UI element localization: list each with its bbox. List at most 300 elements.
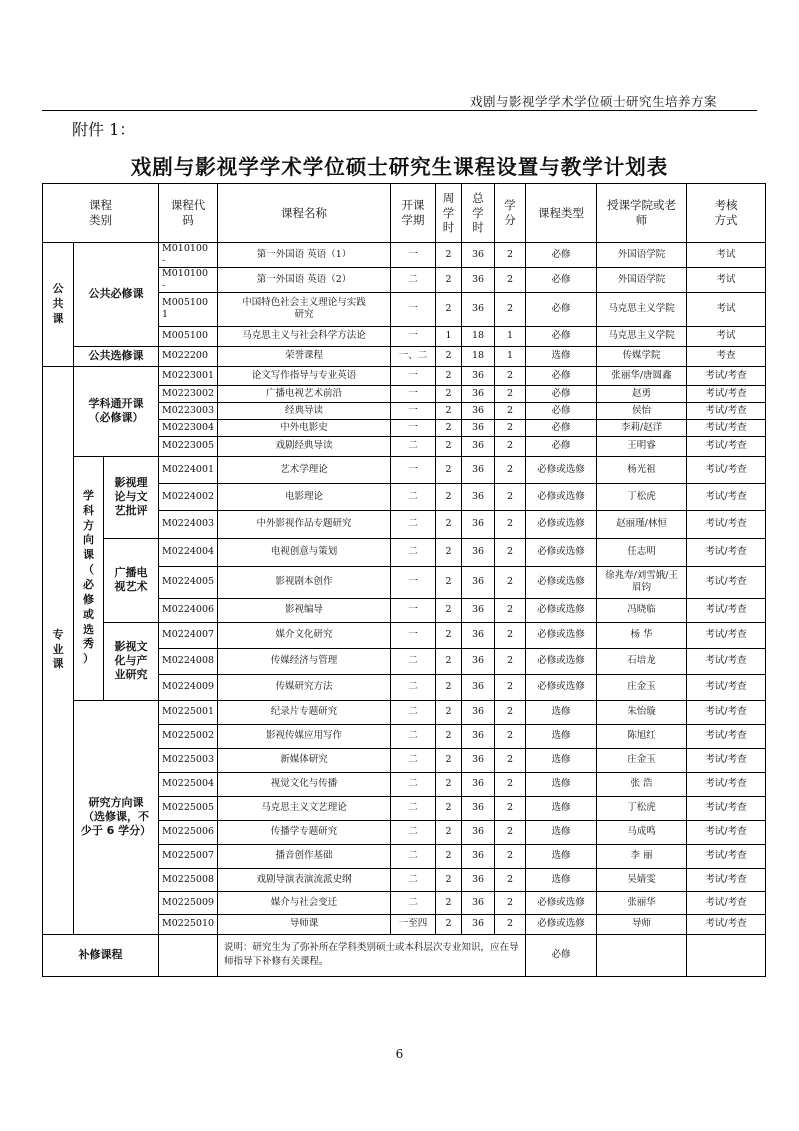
course-type: 选修 xyxy=(526,724,597,748)
course-name: 马克思主义文艺理论 xyxy=(218,796,391,820)
course-assessment: 考试/考查 xyxy=(687,402,766,419)
group-sub-culture: 影视文 化与产 业研究 xyxy=(104,622,159,700)
course-code: M0224008 xyxy=(159,648,218,674)
course-weekly-hours: 2 xyxy=(436,622,462,648)
course-weekly-hours: 1 xyxy=(436,326,462,346)
attachment-label: 附件 1： xyxy=(72,120,136,139)
course-teacher: 张丽华/唐圆鑫 xyxy=(597,366,687,385)
course-assessment: 考试 xyxy=(687,243,766,268)
course-semester: 二 xyxy=(391,648,436,674)
course-weekly-hours: 2 xyxy=(436,700,462,724)
course-assessment: 考试/考查 xyxy=(687,844,766,868)
col-name: 课程名称 xyxy=(218,184,391,243)
course-total-hours: 36 xyxy=(462,366,495,385)
course-credits: 2 xyxy=(495,402,526,419)
course-credits: 2 xyxy=(495,724,526,748)
course-weekly-hours: 2 xyxy=(436,796,462,820)
course-teacher: 外国语学院 xyxy=(597,267,687,292)
course-teacher: 赵勇 xyxy=(597,385,687,402)
course-type: 必修或选修 xyxy=(526,648,597,674)
course-credits: 2 xyxy=(495,820,526,844)
course-credits: 2 xyxy=(495,914,526,934)
group-research-direction: 研究方向课 （选修课，不 少于 6 学分） xyxy=(74,700,159,934)
course-name: 纪录片专题研究 xyxy=(218,700,391,724)
course-type: 必修 xyxy=(526,385,597,402)
course-assessment: 考试/考查 xyxy=(687,891,766,914)
course-code: M0225005 xyxy=(159,796,218,820)
course-teacher: 赵丽瑾/林恒 xyxy=(597,510,687,538)
course-assessment: 考试 xyxy=(687,267,766,292)
course-total-hours: 36 xyxy=(462,292,495,326)
course-weekly-hours: 2 xyxy=(436,346,462,366)
page-title: 戏剧与影视学学术学位硕士研究生课程设置与教学计划表 xyxy=(130,155,669,179)
course-name: 戏剧导演表演流派史纲 xyxy=(218,868,391,891)
course-assessment: 考试/考查 xyxy=(687,772,766,796)
course-name: 影视剧本创作 xyxy=(218,566,391,598)
course-code: M0225001 xyxy=(159,700,218,724)
course-name: 经典导读 xyxy=(218,402,391,419)
course-teacher: 庄金玉 xyxy=(597,674,687,700)
course-code: M0225008 xyxy=(159,868,218,891)
supplementary-row xyxy=(43,934,766,976)
table-row xyxy=(43,538,766,566)
course-semester: 二 xyxy=(391,436,436,456)
course-teacher: 任志明 xyxy=(597,538,687,566)
course-name: 艺术学理论 xyxy=(218,456,391,483)
course-code: M010100 - xyxy=(159,243,218,268)
course-teacher: 张 浩 xyxy=(597,772,687,796)
course-weekly-hours: 2 xyxy=(436,674,462,700)
table-row xyxy=(43,243,766,268)
course-type: 选修 xyxy=(526,748,597,772)
course-total-hours: 18 xyxy=(462,326,495,346)
course-assessment: 考试/考查 xyxy=(687,724,766,748)
course-assessment: 考试/考查 xyxy=(687,914,766,934)
course-credits: 2 xyxy=(495,566,526,598)
course-code: M005100 xyxy=(159,326,218,346)
course-code: M0223001 xyxy=(159,366,218,385)
course-credits: 2 xyxy=(495,243,526,268)
course-total-hours: 36 xyxy=(462,456,495,483)
course-semester: 一 xyxy=(391,402,436,419)
course-name: 马克思主义与社会科学方法论 xyxy=(218,326,391,346)
group-discipline-direction: 学 科 方 向 课 （ 必 修 或 选 秀 ） xyxy=(74,456,104,700)
course-total-hours: 36 xyxy=(462,243,495,268)
course-weekly-hours: 2 xyxy=(436,844,462,868)
course-code: M0225003 xyxy=(159,748,218,772)
course-weekly-hours: 2 xyxy=(436,868,462,891)
course-type: 选修 xyxy=(526,796,597,820)
course-total-hours: 36 xyxy=(462,674,495,700)
course-type: 选修 xyxy=(526,868,597,891)
course-assessment: 考试/考查 xyxy=(687,868,766,891)
course-semester: 一 xyxy=(391,326,436,346)
course-type: 必修 xyxy=(526,366,597,385)
course-assessment: 考试/考查 xyxy=(687,419,766,436)
course-semester: 一、二 xyxy=(391,346,436,366)
course-code: M0224006 xyxy=(159,598,218,622)
course-credits: 2 xyxy=(495,844,526,868)
group-sub-theory: 影视理 论与文 艺批评 xyxy=(104,456,159,538)
course-semester: 一 xyxy=(391,366,436,385)
course-code: M0223003 xyxy=(159,402,218,419)
course-assessment: 考试/考查 xyxy=(687,700,766,724)
course-total-hours: 36 xyxy=(462,844,495,868)
course-total-hours: 36 xyxy=(462,914,495,934)
course-semester: 一 xyxy=(391,419,436,436)
course-credits: 2 xyxy=(495,700,526,724)
course-semester: 二 xyxy=(391,868,436,891)
course-credits: 2 xyxy=(495,510,526,538)
course-type: 必修 xyxy=(526,402,597,419)
course-code: M0225009 xyxy=(159,891,218,914)
course-credits: 2 xyxy=(495,598,526,622)
course-name: 荣誉课程 xyxy=(218,346,391,366)
course-semester: 二 xyxy=(391,724,436,748)
course-name: 媒介与社会变迁 xyxy=(218,891,391,914)
course-name: 第一外国语 英语（2） xyxy=(218,267,391,292)
course-teacher: 马成鸣 xyxy=(597,820,687,844)
course-credits: 2 xyxy=(495,456,526,483)
course-total-hours: 36 xyxy=(462,510,495,538)
course-teacher: 吴婧雯 xyxy=(597,868,687,891)
course-semester: 二 xyxy=(391,267,436,292)
course-weekly-hours: 2 xyxy=(436,243,462,268)
course-semester: 一 xyxy=(391,456,436,483)
course-total-hours: 36 xyxy=(462,419,495,436)
group-supplementary: 补修课程 xyxy=(43,934,159,976)
course-type: 必修或选修 xyxy=(526,483,597,510)
course-type: 必修或选修 xyxy=(526,622,597,648)
course-assessment: 考试/考查 xyxy=(687,622,766,648)
course-type: 必修或选修 xyxy=(526,598,597,622)
course-teacher: 张丽华 xyxy=(597,891,687,914)
supplementary-code xyxy=(159,934,218,976)
course-name: 传媒经济与管理 xyxy=(218,648,391,674)
course-type: 必修或选修 xyxy=(526,456,597,483)
col-assessment: 考核 方式 xyxy=(687,184,766,243)
course-total-hours: 36 xyxy=(462,891,495,914)
course-teacher: 导师 xyxy=(597,914,687,934)
course-assessment: 考试/考查 xyxy=(687,385,766,402)
course-name: 电影理论 xyxy=(218,483,391,510)
course-credits: 2 xyxy=(495,385,526,402)
course-total-hours: 36 xyxy=(462,402,495,419)
course-name: 中外影视作品专题研究 xyxy=(218,510,391,538)
course-code: M0224002 xyxy=(159,483,218,510)
course-code: M0223005 xyxy=(159,436,218,456)
course-assessment: 考试/考查 xyxy=(687,436,766,456)
course-name: 媒介文化研究 xyxy=(218,622,391,648)
course-total-hours: 36 xyxy=(462,772,495,796)
course-semester: 二 xyxy=(391,796,436,820)
course-teacher: 李莉/赵洋 xyxy=(597,419,687,436)
course-code: M022200 xyxy=(159,346,218,366)
course-total-hours: 36 xyxy=(462,700,495,724)
course-type: 必修或选修 xyxy=(526,510,597,538)
course-weekly-hours: 2 xyxy=(436,598,462,622)
course-name: 戏剧经典导读 xyxy=(218,436,391,456)
table-row xyxy=(43,346,766,366)
course-total-hours: 36 xyxy=(462,267,495,292)
course-name: 传播学专题研究 xyxy=(218,820,391,844)
course-weekly-hours: 2 xyxy=(436,483,462,510)
supplementary-assessment xyxy=(687,934,766,976)
course-name: 影视编导 xyxy=(218,598,391,622)
col-weekly-hours: 周 学 时 xyxy=(436,184,462,243)
course-credits: 2 xyxy=(495,796,526,820)
course-total-hours: 36 xyxy=(462,385,495,402)
course-credits: 2 xyxy=(495,366,526,385)
col-credits: 学 分 xyxy=(495,184,526,243)
course-assessment: 考试/考查 xyxy=(687,510,766,538)
course-name: 视觉文化与传播 xyxy=(218,772,391,796)
header-row xyxy=(43,184,766,243)
course-weekly-hours: 2 xyxy=(436,724,462,748)
supplementary-type: 必修 xyxy=(526,934,597,976)
course-semester: 二 xyxy=(391,483,436,510)
course-assessment: 考试/考查 xyxy=(687,483,766,510)
course-credits: 2 xyxy=(495,891,526,914)
col-category: 课程 类别 xyxy=(43,184,159,243)
course-assessment: 考试/考查 xyxy=(687,748,766,772)
course-code: M0224009 xyxy=(159,674,218,700)
course-weekly-hours: 2 xyxy=(436,366,462,385)
supplementary-teacher xyxy=(597,934,687,976)
course-code: M0225004 xyxy=(159,772,218,796)
course-type: 必修 xyxy=(526,267,597,292)
course-teacher: 冯晓临 xyxy=(597,598,687,622)
course-semester: 二 xyxy=(391,844,436,868)
course-assessment: 考试/考查 xyxy=(687,366,766,385)
course-assessment: 考试/考查 xyxy=(687,820,766,844)
course-teacher: 庄金玉 xyxy=(597,748,687,772)
course-assessment: 考试/考查 xyxy=(687,674,766,700)
course-credits: 1 xyxy=(495,326,526,346)
course-assessment: 考试/考查 xyxy=(687,538,766,566)
course-teacher: 侯怡 xyxy=(597,402,687,419)
course-total-hours: 18 xyxy=(462,346,495,366)
course-name: 导师课 xyxy=(218,914,391,934)
course-assessment: 考试/考查 xyxy=(687,796,766,820)
course-type: 选修 xyxy=(526,844,597,868)
col-semester: 开课 学期 xyxy=(391,184,436,243)
course-weekly-hours: 2 xyxy=(436,648,462,674)
course-code: M0223004 xyxy=(159,419,218,436)
course-assessment: 考试/考查 xyxy=(687,598,766,622)
course-total-hours: 36 xyxy=(462,820,495,844)
course-semester: 一至四 xyxy=(391,914,436,934)
course-teacher: 杨 华 xyxy=(597,622,687,648)
course-weekly-hours: 2 xyxy=(436,267,462,292)
course-teacher: 陈旭红 xyxy=(597,724,687,748)
course-weekly-hours: 2 xyxy=(436,456,462,483)
course-assessment: 考试 xyxy=(687,292,766,326)
course-semester: 一 xyxy=(391,566,436,598)
course-code: M0225002 xyxy=(159,724,218,748)
course-semester: 一 xyxy=(391,385,436,402)
course-name: 第一外国语 英语（1） xyxy=(218,243,391,268)
course-weekly-hours: 2 xyxy=(436,510,462,538)
course-credits: 2 xyxy=(495,538,526,566)
course-semester: 二 xyxy=(391,891,436,914)
course-name: 论文写作指导与专业英语 xyxy=(218,366,391,385)
course-type: 必修 xyxy=(526,419,597,436)
course-weekly-hours: 2 xyxy=(436,748,462,772)
group-public-elective: 公共选修课 xyxy=(74,346,159,366)
course-type: 必修 xyxy=(526,436,597,456)
course-teacher: 外国语学院 xyxy=(597,243,687,268)
course-semester: 二 xyxy=(391,674,436,700)
course-code: M0225006 xyxy=(159,820,218,844)
course-total-hours: 36 xyxy=(462,868,495,891)
table-row xyxy=(43,622,766,648)
course-code: M005100 1 xyxy=(159,292,218,326)
course-code: M0225010 xyxy=(159,914,218,934)
course-total-hours: 36 xyxy=(462,796,495,820)
course-assessment: 考查 xyxy=(687,346,766,366)
course-code: M0225007 xyxy=(159,844,218,868)
course-type: 必修或选修 xyxy=(526,914,597,934)
table-row xyxy=(43,366,766,385)
course-credits: 2 xyxy=(495,648,526,674)
course-credits: 2 xyxy=(495,868,526,891)
course-code: M0223002 xyxy=(159,385,218,402)
course-semester: 二 xyxy=(391,820,436,844)
course-teacher: 李 丽 xyxy=(597,844,687,868)
course-name: 传媒研究方法 xyxy=(218,674,391,700)
course-total-hours: 36 xyxy=(462,598,495,622)
course-total-hours: 36 xyxy=(462,648,495,674)
course-teacher: 丁松虎 xyxy=(597,483,687,510)
course-semester: 二 xyxy=(391,700,436,724)
course-type: 必修 xyxy=(526,292,597,326)
course-credits: 2 xyxy=(495,419,526,436)
course-weekly-hours: 2 xyxy=(436,914,462,934)
course-semester: 一 xyxy=(391,622,436,648)
course-code: M0224005 xyxy=(159,566,218,598)
course-credits: 2 xyxy=(495,622,526,648)
course-teacher: 杨光祖 xyxy=(597,456,687,483)
course-weekly-hours: 2 xyxy=(436,385,462,402)
course-credits: 1 xyxy=(495,346,526,366)
course-type: 选修 xyxy=(526,772,597,796)
course-teacher: 王明睿 xyxy=(597,436,687,456)
group-public-required: 公共必修课 xyxy=(74,243,159,347)
course-teacher: 徐兆寿/刘雪娥/王 眉钧 xyxy=(597,566,687,598)
course-total-hours: 36 xyxy=(462,538,495,566)
course-semester: 一 xyxy=(391,292,436,326)
table-row xyxy=(43,456,766,483)
course-semester: 二 xyxy=(391,748,436,772)
course-code: M0224003 xyxy=(159,510,218,538)
course-weekly-hours: 2 xyxy=(436,436,462,456)
course-weekly-hours: 2 xyxy=(436,419,462,436)
group-public: 公 共 课 xyxy=(43,243,74,367)
course-name: 播音创作基础 xyxy=(218,844,391,868)
course-assessment: 考试 xyxy=(687,326,766,346)
group-sub-broadcast: 广播电 视艺术 xyxy=(104,538,159,622)
course-name: 广播电视艺术前沿 xyxy=(218,385,391,402)
course-type: 必修或选修 xyxy=(526,538,597,566)
course-assessment: 考试/考查 xyxy=(687,648,766,674)
course-weekly-hours: 2 xyxy=(436,402,462,419)
course-total-hours: 36 xyxy=(462,748,495,772)
course-semester: 二 xyxy=(391,510,436,538)
course-credits: 2 xyxy=(495,748,526,772)
course-type: 选修 xyxy=(526,700,597,724)
course-assessment: 考试/考查 xyxy=(687,566,766,598)
course-teacher: 朱怡璇 xyxy=(597,700,687,724)
col-type: 课程类型 xyxy=(526,184,597,243)
course-credits: 2 xyxy=(495,267,526,292)
course-weekly-hours: 2 xyxy=(436,538,462,566)
course-total-hours: 36 xyxy=(462,622,495,648)
course-name: 影视传媒应用写作 xyxy=(218,724,391,748)
course-weekly-hours: 2 xyxy=(436,292,462,326)
course-type: 必修 xyxy=(526,326,597,346)
course-credits: 2 xyxy=(495,674,526,700)
course-name: 电视创意与策划 xyxy=(218,538,391,566)
col-code: 课程代 码 xyxy=(159,184,218,243)
course-weekly-hours: 2 xyxy=(436,820,462,844)
table-row xyxy=(43,700,766,724)
course-type: 必修或选修 xyxy=(526,674,597,700)
course-weekly-hours: 2 xyxy=(436,891,462,914)
course-name: 中国特色社会主义理论与实践 研究 xyxy=(218,292,391,326)
header-rule xyxy=(42,110,757,111)
supplementary-note: 说明：研究生为了弥补所在学科类别硕士或本科层次专业知识，应在导师指导下补修有关课程。 xyxy=(218,934,526,976)
course-total-hours: 36 xyxy=(462,566,495,598)
course-credits: 2 xyxy=(495,483,526,510)
course-credits: 2 xyxy=(495,436,526,456)
col-total-hours: 总 学 时 xyxy=(462,184,495,243)
course-code: M0224001 xyxy=(159,456,218,483)
course-teacher: 马克思主义学院 xyxy=(597,292,687,326)
course-teacher: 传媒学院 xyxy=(597,346,687,366)
course-weekly-hours: 2 xyxy=(436,772,462,796)
course-total-hours: 36 xyxy=(462,483,495,510)
course-table xyxy=(42,183,766,977)
course-semester: 一 xyxy=(391,598,436,622)
course-name: 新媒体研究 xyxy=(218,748,391,772)
course-type: 选修 xyxy=(526,820,597,844)
course-type: 选修 xyxy=(526,346,597,366)
running-header: 戏剧与影视学学术学位硕士研究生培养方案 xyxy=(470,94,718,109)
course-teacher: 石培龙 xyxy=(597,648,687,674)
page-number: 6 xyxy=(395,1047,404,1061)
course-teacher: 马克思主义学院 xyxy=(597,326,687,346)
col-teacher: 授课学院或老 师 xyxy=(597,184,687,243)
course-semester: 二 xyxy=(391,772,436,796)
course-assessment: 考试/考查 xyxy=(687,456,766,483)
course-weekly-hours: 2 xyxy=(436,566,462,598)
course-total-hours: 36 xyxy=(462,724,495,748)
course-teacher: 丁松虎 xyxy=(597,796,687,820)
group-major: 专 业 课 xyxy=(43,366,74,934)
course-semester: 二 xyxy=(391,538,436,566)
course-name: 中外电影史 xyxy=(218,419,391,436)
course-code: M0224007 xyxy=(159,622,218,648)
course-credits: 2 xyxy=(495,772,526,796)
course-type: 必修或选修 xyxy=(526,566,597,598)
course-code: M0224004 xyxy=(159,538,218,566)
course-type: 必修 xyxy=(526,243,597,268)
course-type: 必修或选修 xyxy=(526,891,597,914)
course-credits: 2 xyxy=(495,292,526,326)
course-semester: 一 xyxy=(391,243,436,268)
course-code: M010100 - xyxy=(159,267,218,292)
